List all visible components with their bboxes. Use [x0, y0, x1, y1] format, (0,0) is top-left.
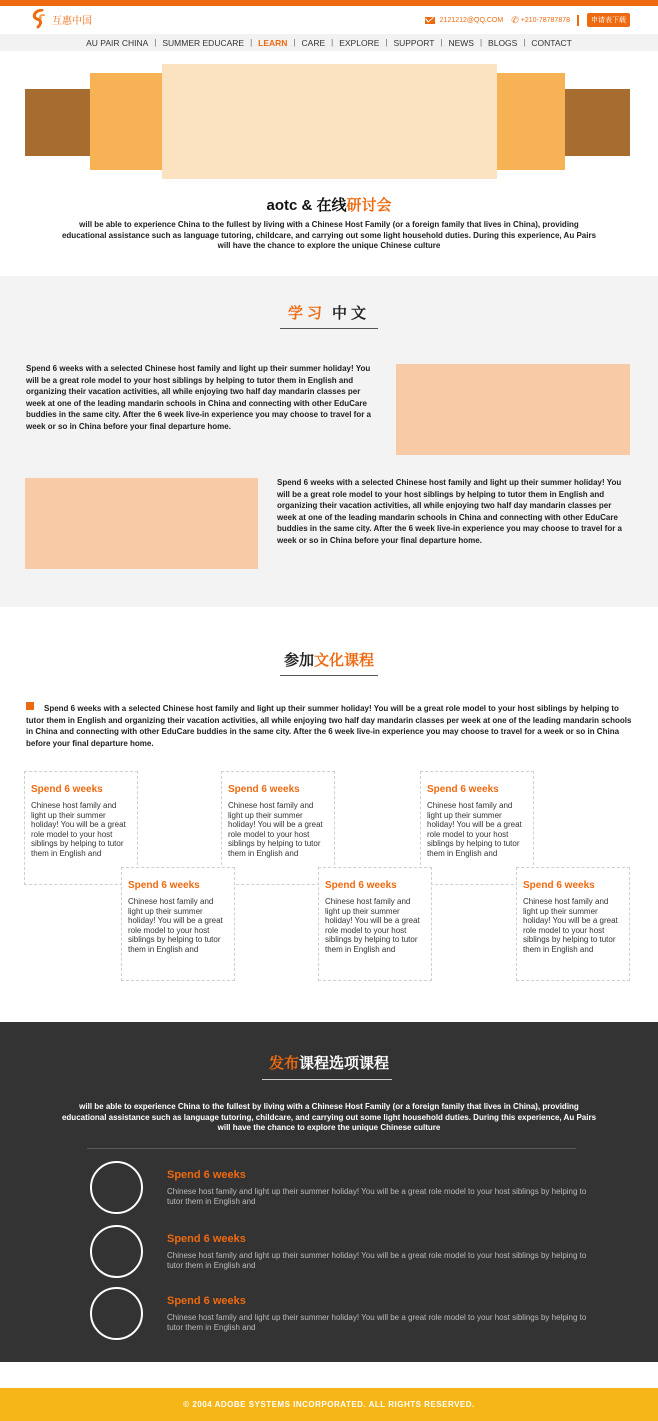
intro-text: will be able to experience China to the fullest by living with a Chinese Host Family (or a foreign family that lives in China), providing educational assistance such as language tutoring, childcare, and carrying out some light household duties. During this experience, Au Pairs will have the chance to explore the unique Chinese culture	[61, 220, 597, 250]
email-contact[interactable]	[425, 17, 504, 24]
nav-separator: |	[385, 38, 388, 47]
culture-card[interactable]	[121, 867, 235, 981]
options-title-underline	[262, 1079, 392, 1080]
intro-title	[0, 194, 658, 215]
card-body: Chinese host family and light up their summer holiday! You will be a great role model to your host siblings by helping to tutor them in English and	[523, 897, 618, 954]
nav-item-care[interactable]: CARE	[301, 37, 326, 48]
culture-paragraph-text: Spend 6 weeks with a selected Chinese host family and light up their summer holiday! You will be a great role model to your host siblings by helping to tutor them in English and organizing their vacation activities, all while enjoying two half day mandarin classes per week at one of the leading mandarin schools in China and connecting with other EduCare buddies in the same city. After the 6 week live-in experience you may choose to travel for a week or so in China before your final departure home.	[26, 704, 632, 748]
learn-title-underline	[280, 328, 378, 329]
option-title[interactable]: Spend 6 weeks	[167, 1233, 246, 1245]
logo-icon	[30, 9, 48, 29]
nav-item-news[interactable]: NEWS	[448, 37, 474, 48]
footer: © 2004 ADOBE SYSTEMS INCORPORATED. ALL RIGHTS RESERVED.	[0, 1388, 658, 1421]
card-body: Chinese host family and light up their summer holiday! You will be a great role model to your host siblings by helping to tutor them in English and	[228, 801, 323, 858]
learn-chinese-section	[0, 276, 658, 607]
email-text: 2121212@QQ.COM	[439, 16, 504, 24]
logo[interactable]	[30, 9, 92, 29]
contact-info	[419, 13, 630, 27]
slide-far-left[interactable]	[25, 89, 90, 156]
nav-separator: |	[250, 38, 253, 47]
option-desc: Chinese host family and light up their summer holiday! You will be a great role model to your host siblings by helping to tutor them in English and	[167, 1187, 587, 1206]
nav-separator: |	[154, 38, 157, 47]
nav-item-summer-educare[interactable]: SUMMER EDUCARE	[162, 37, 245, 48]
phone-icon: ✆	[511, 14, 519, 25]
culture-card[interactable]	[516, 867, 630, 981]
learn-image-2	[25, 478, 258, 569]
nav-item-contact[interactable]: CONTACT	[531, 37, 572, 48]
option-circle-image[interactable]	[90, 1161, 143, 1214]
header	[0, 6, 658, 34]
card-body: Chinese host family and light up their summer holiday! You will be a great role model to your host siblings by helping to tutor them in English and	[128, 897, 223, 954]
card-body: Chinese host family and light up their summer holiday! You will be a great role model to your host siblings by helping to tutor them in English and	[427, 801, 522, 858]
culture-card[interactable]	[318, 867, 432, 981]
nav-separator: |	[293, 38, 296, 47]
slide-center[interactable]	[162, 64, 497, 179]
learn-section-title	[0, 302, 658, 323]
learn-text-block-1: Spend 6 weeks with a selected Chinese host family and light up their summer holiday! You will be a great role model to your host siblings by helping to tutor them in English and organizing their vacation activities, all while enjoying two half day mandarin classes per week at one of the leading mandarin schools in China and connecting with other EduCare buddies in the same city. After the 6 week live-in experience you may choose to travel for a week or so in China before your final departure home.	[26, 364, 372, 431]
nav-separator: |	[523, 38, 526, 47]
phone-text: +210-78787878	[520, 16, 570, 24]
nav-item-au-pair-china[interactable]: AU PAIR CHINA	[86, 37, 149, 48]
card-title: Spend 6 weeks	[325, 880, 397, 891]
nav-separator: |	[440, 38, 443, 47]
card-title: Spend 6 weeks	[128, 880, 200, 891]
main-nav	[0, 34, 658, 51]
option-desc: Chinese host family and light up their summer holiday! You will be a great role model to your host siblings by helping to tutor them in English and	[167, 1313, 587, 1332]
card-title: Spend 6 weeks	[228, 784, 300, 795]
divider	[577, 15, 579, 26]
card-title: Spend 6 weeks	[31, 784, 103, 795]
options-title-white: 课程选项课程	[299, 1055, 390, 1072]
slide-left[interactable]	[90, 73, 162, 170]
option-title[interactable]: Spend 6 weeks	[167, 1295, 246, 1307]
course-options-section	[0, 1022, 658, 1362]
option-title[interactable]: Spend 6 weeks	[167, 1169, 246, 1181]
nav-separator: |	[331, 38, 334, 47]
slide-right[interactable]	[493, 73, 565, 170]
card-title: Spend 6 weeks	[427, 784, 499, 795]
culture-paragraph	[26, 703, 632, 749]
nav-separator: |	[479, 38, 483, 47]
options-title-orange: 发布	[268, 1055, 299, 1072]
nav-item-blogs[interactable]: BLOGS	[488, 37, 518, 48]
culture-title-dark: 参加	[283, 652, 314, 669]
card-body: Chinese host family and light up their summer holiday! You will be a great role model to your host siblings by helping to tutor them in English and	[325, 897, 420, 954]
culture-title-orange: 文化课程	[314, 652, 375, 669]
options-divider	[87, 1148, 576, 1149]
intro-title-dark: aotc & 在线	[266, 197, 347, 214]
option-desc: Chinese host family and light up their summer holiday! You will be a great role model to your host siblings by helping to tutor them in English and	[167, 1251, 587, 1270]
nav-item-explore[interactable]: EXPLORE	[339, 37, 380, 48]
card-body: Chinese host family and light up their summer holiday! You will be a great role model to your host siblings by helping to tutor them in English and	[31, 801, 126, 858]
nav-item-learn[interactable]: LEARN	[258, 37, 288, 48]
learn-title-dark: 中文	[332, 305, 371, 322]
slide-far-right[interactable]	[565, 89, 630, 156]
options-text: will be able to experience China to the fullest by living with a Chinese Host Family (or a foreign family that lives in China), providing educational assistance such as language tutoring, childcare, and carrying out some light household duties. During this experience, Au Pairs will have the chance to explore the unique Chinese culture	[61, 1102, 597, 1132]
option-circle-image[interactable]	[90, 1225, 143, 1278]
intro-title-orange: 研讨会	[346, 197, 392, 214]
culture-title-underline	[280, 675, 378, 676]
learn-title-orange: 学习	[287, 305, 326, 322]
option-circle-image[interactable]	[90, 1287, 143, 1340]
nav-item-support[interactable]: SUPPORT	[393, 37, 435, 48]
card-title: Spend 6 weeks	[523, 880, 595, 891]
options-section-title	[0, 1052, 658, 1073]
learn-text-block-2: Spend 6 weeks with a selected Chinese host family and light up their summer holiday! You will be a great role model to your host siblings by helping to tutor them in English and organizing their vacation activities, all while enjoying two half day mandarin classes per week at one of the leading mandarin schools in China and connecting with other EduCare buddies in the same city. After the 6 week live-in experience you may choose to travel for a week or so in China before your final departure home.	[277, 478, 623, 545]
mail-icon	[425, 17, 435, 24]
phone-contact[interactable]	[511, 15, 570, 26]
logo-text: 互惠中国	[52, 15, 92, 27]
culture-section-title	[0, 649, 658, 670]
apply-form-download-button[interactable]: 申请表下载	[587, 13, 630, 27]
hero-slider	[0, 51, 658, 191]
learn-image-1	[396, 364, 630, 455]
